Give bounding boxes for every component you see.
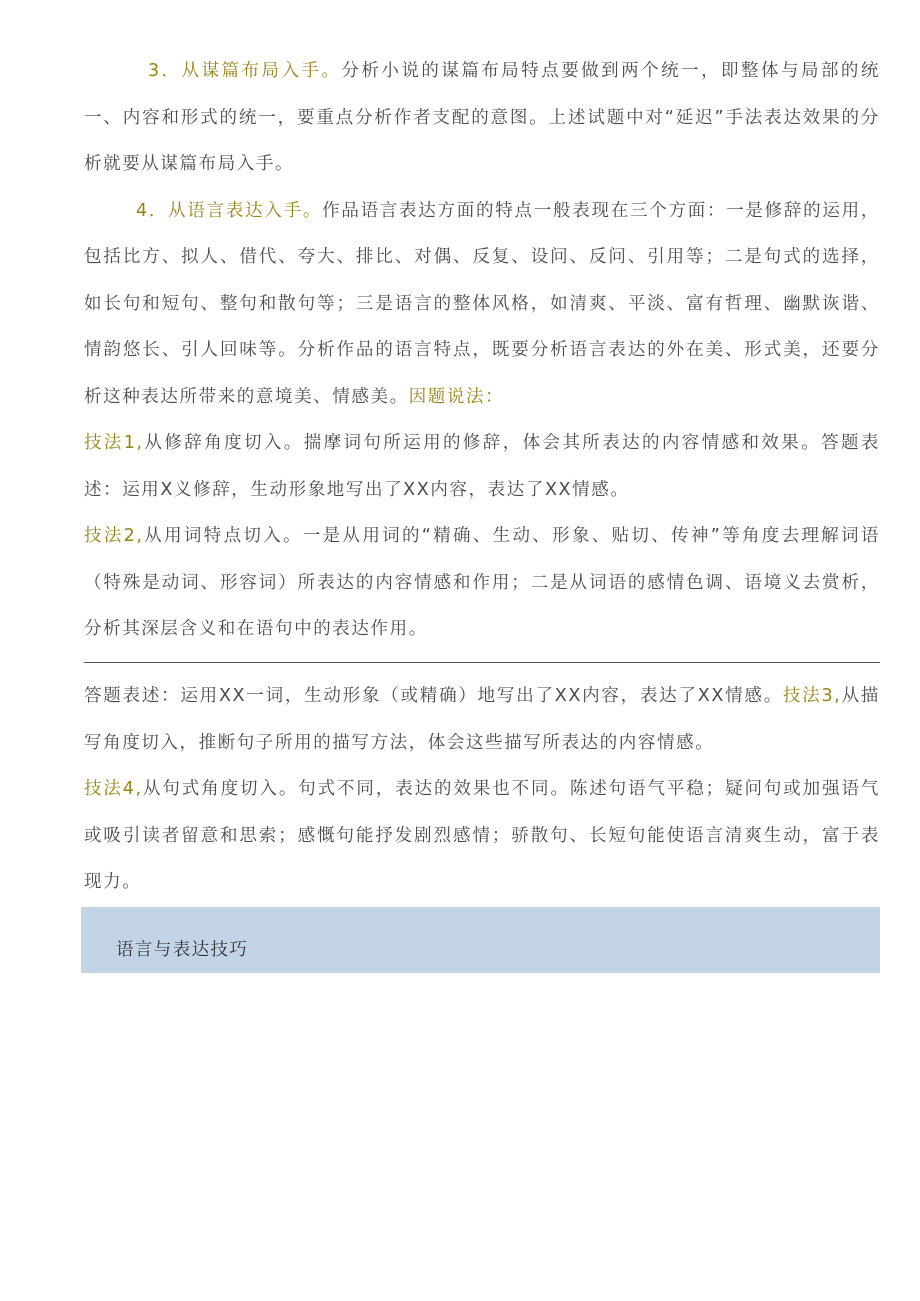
tip-4-label: 技法4, xyxy=(84,779,143,799)
answer-tip3-paragraph xyxy=(84,673,880,766)
tip-3-text: 从描写角度切入，推断句子所用的描写方法，体会这些描写所表达的内容情感。 xyxy=(84,686,880,753)
section-banner xyxy=(81,907,880,973)
tip-1-paragraph xyxy=(84,420,880,513)
section-4-paragraph xyxy=(84,188,880,421)
section-3-text: 分析小说的谋篇布局特点要做到两个统一，即整体与局部的统一、内容和形式的统一，要重点分析作者支配的意图。上述试题中对“延迟”手法表达效果的分析就要从谋篇布局入手。 xyxy=(84,61,880,174)
tip-2-text: 从用词特点切入。一是从用词的“精确、生动、形象、贴切、传神”等角度去理解词语（特殊是动词、形容词）所表达的内容情感和作用；二是从词语的感情色调、语境义去赏析，分析其深层含义和在语句中的表达作用。 xyxy=(84,526,880,639)
document-body xyxy=(84,48,880,653)
section-4-tail: 因题说法： xyxy=(408,386,505,407)
tip-2-label: 技法2, xyxy=(84,526,144,546)
section-4-text: 作品语言表达方面的特点一般表现在三个方面：一是修辞的运用，包括比方、拟人、借代、夸大、排比、对偶、反复、设问、反问、引用等；二是句式的选择，如长句和短句、整句和散句等；三是语言的整体风格，如清爽、平淡、富有哲理、幽默诙谐、情韵悠长、引人回味等。分析作品的语言特点，既要分析语言表达的外在美、形式美，还要分析这种表达所带来的意境美、情感美。 xyxy=(84,200,880,407)
document-body-continued xyxy=(84,673,880,906)
section-4-heading: 4．从语言表达入手。 xyxy=(136,200,323,221)
section-divider xyxy=(84,662,880,663)
section-3-heading: 3．从谋篇布局入手。 xyxy=(148,61,342,81)
tip-1-text: 从修辞角度切入。揣摩词句所运用的修辞，体会其所表达的内容情感和效果。答题表述：运用X义修辞，生动形象地写出了XX内容，表达了XX情感。 xyxy=(84,433,880,500)
banner-title: 语言与表达技巧 xyxy=(116,940,249,960)
tip-4-text: 从句式角度切入。句式不同，表达的效果也不同。陈述句语气平稳；疑问句或加强语气或吸引读者留意和思索；感慨句能抒发剧烈感情；骄散句、长短句能使语言清爽生动，富于表现力。 xyxy=(84,779,880,892)
tip-3-label: 技法3, xyxy=(782,686,842,706)
tip-4-paragraph xyxy=(84,766,880,906)
tip-2-paragraph xyxy=(84,513,880,653)
tip-1-label: 技法1, xyxy=(84,433,144,453)
section-3-paragraph xyxy=(84,48,880,188)
answer-2-text: 答题表述：运用XX一词，生动形象（或精确）地写出了XX内容，表达了XX情感。 xyxy=(84,686,783,706)
